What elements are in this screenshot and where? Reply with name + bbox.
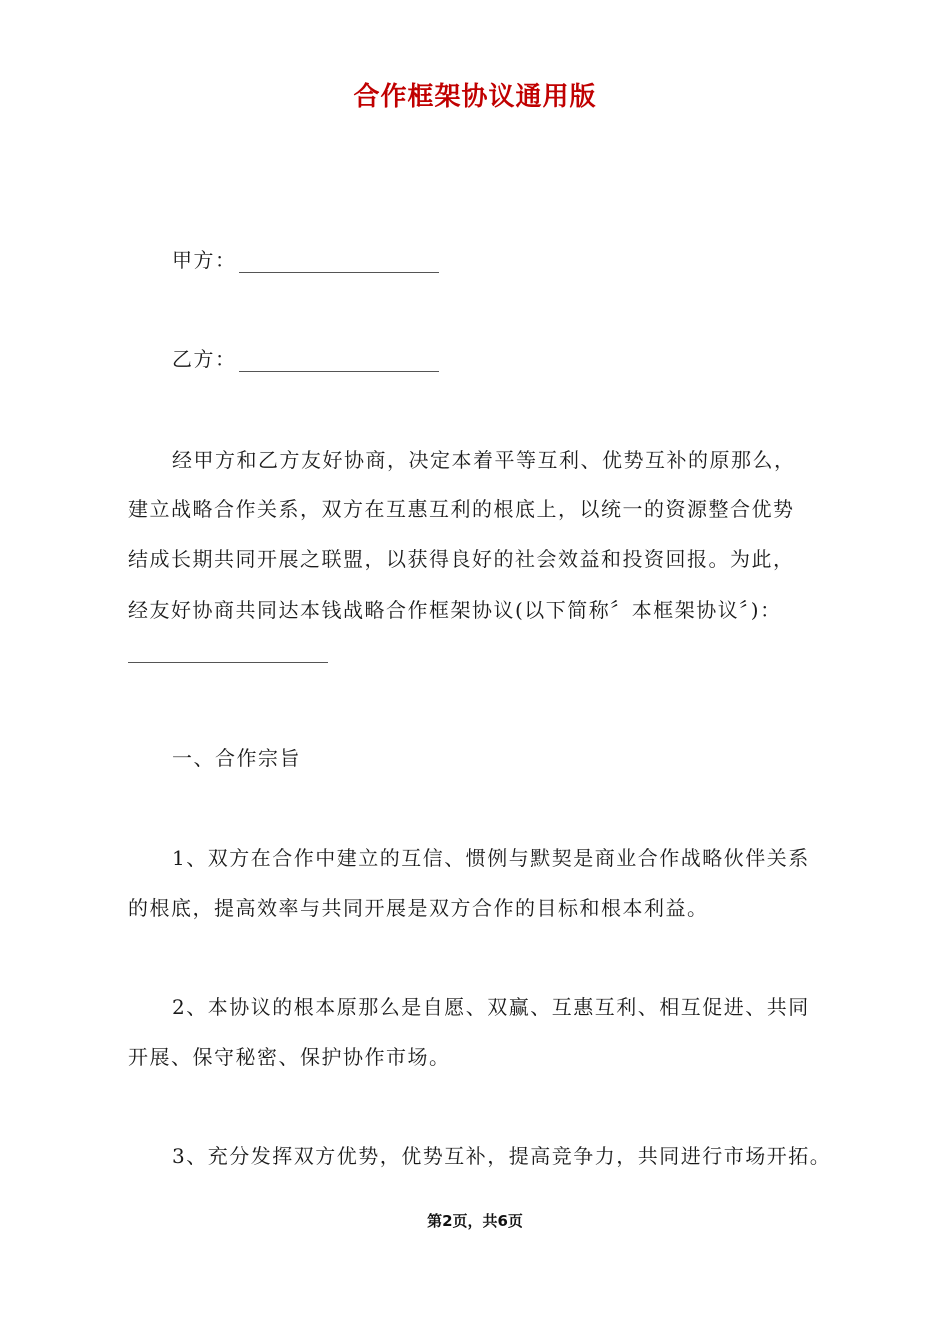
clause-2-line-2: 开展、保守秘密、保护协作市场。 bbox=[128, 1045, 451, 1069]
intro-line-4: 经友好协商共同达本钱战略合作框架协议(以下简称〞本框架协议〞)： bbox=[128, 598, 782, 622]
party-b-blank bbox=[239, 349, 439, 372]
party-a-label: 甲方： bbox=[172, 248, 237, 272]
party-b-label: 乙方： bbox=[172, 347, 237, 371]
document-title: 合作框架协议通用版 bbox=[353, 82, 597, 112]
intro-line-3: 结成长期共同开展之联盟，以获得良好的社会效益和投资回报。为此， bbox=[128, 547, 795, 571]
clause-2-line-1: 2、本协议的根本原那么是自愿、双赢、互惠互利、相互促进、共同 bbox=[172, 995, 810, 1019]
intro-blank bbox=[128, 662, 328, 663]
clause-1-line-1: 1、双方在合作中建立的互信、惯例与默契是商业合作战略伙伴关系 bbox=[172, 846, 810, 870]
party-a-blank bbox=[239, 250, 439, 273]
section-heading: 一、合作宗旨 bbox=[172, 746, 301, 770]
clause-3-line-1: 3、充分发挥双方优势，优势互补，提高竞争力，共同进行市场开拓。 bbox=[172, 1144, 832, 1168]
page-indicator: 第2页，共6页 bbox=[427, 1212, 523, 1230]
party-a-line bbox=[172, 244, 439, 273]
intro-line-1: 经甲方和乙方友好协商，决定本着平等互利、优势互补的原那么， bbox=[172, 448, 796, 472]
intro-line-2: 建立战略合作关系，双方在互惠互利的根底上，以统一的资源整合优势 bbox=[128, 497, 795, 521]
party-b-line bbox=[172, 343, 439, 372]
clause-1-line-2: 的根底，提高效率与共同开展是双方合作的目标和根本利益。 bbox=[128, 896, 709, 920]
